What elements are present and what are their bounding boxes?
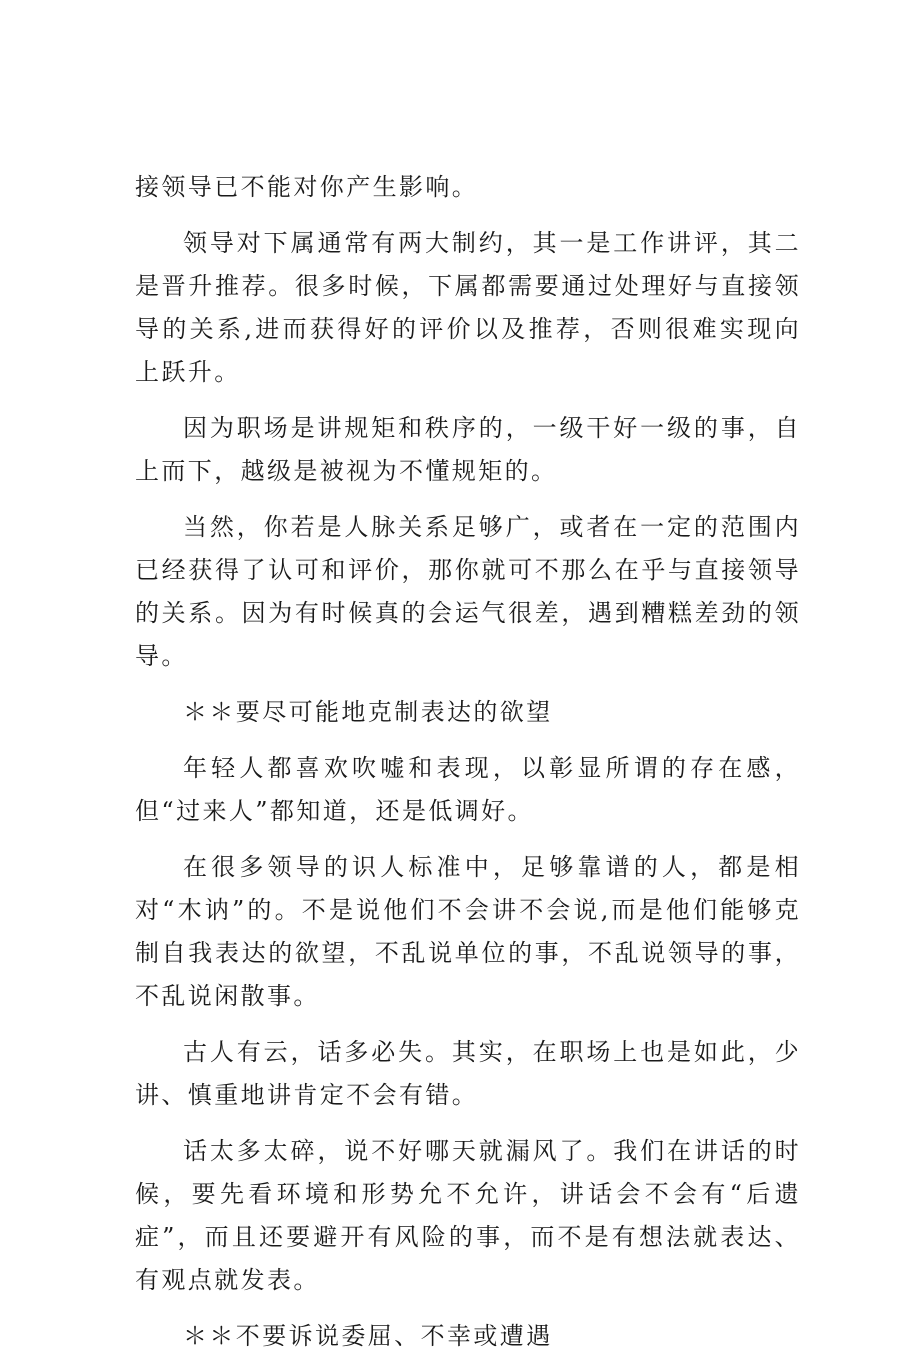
paragraph: 因为职场是讲规矩和秩序的，一级干好一级的事，自上而下，越级是被视为不懂规矩的。 <box>135 414 801 485</box>
document-body <box>135 166 801 1371</box>
paragraph-continuation: 接领导已不能对你产生影响。 <box>135 173 479 201</box>
paragraph: 当然，你若是人脉关系足够广，或者在一定的范围内已经获得了认可和评价，那你就可不那么在乎与直接领导的关系。因为有时候真的会运气很差，遇到糟糕差劲的领导。 <box>135 513 801 670</box>
paragraph: 年轻人都喜欢吹嘘和表现，以彰显所谓的存在感，但“过来人”都知道，还是低调好。 <box>135 754 801 825</box>
paragraph: 话太多太碎，说不好哪天就漏风了。我们在讲话的时候，要先看环境和形势允不允许，讲话会不会有“后遗症”，而且还要避开有风险的事，而不是有想法就表达、有观点就发表。 <box>135 1137 801 1294</box>
section-heading: ＊＊不要诉说委屈、不幸或遭遇 <box>183 1322 553 1350</box>
paragraph: 在很多领导的识人标准中，足够靠谱的人，都是相对“木讷”的。不是说他们不会讲不会说,而是他们能够克制自我表达的欲望，不乱说单位的事，不乱说领导的事，不乱说闲散事。 <box>135 853 801 1010</box>
paragraph: 领导对下属通常有两大制约，其一是工作讲评，其二是晋升推荐。很多时候，下属都需要通过处理好与直接领导的关系,进而获得好的评价以及推荐，否则很难实现向上跃升。 <box>135 229 801 386</box>
section-heading: ＊＊要尽可能地克制表达的欲望 <box>183 698 553 726</box>
paragraph: 古人有云，话多必失。其实，在职场上也是如此，少讲、慎重地讲肯定不会有错。 <box>135 1038 801 1109</box>
